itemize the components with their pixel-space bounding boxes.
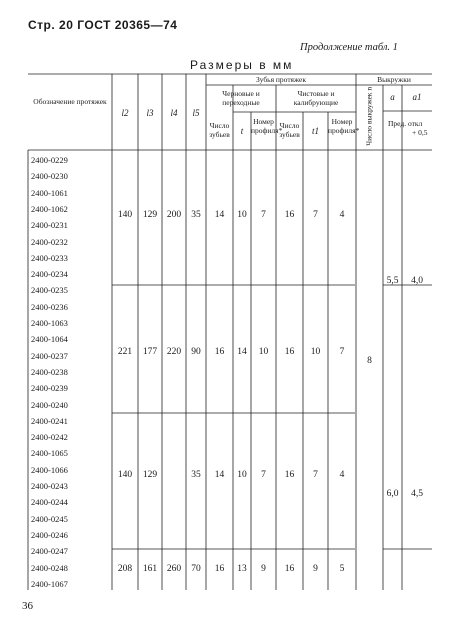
page-number: 36 (22, 600, 33, 612)
cell-l3: 129 (142, 470, 158, 480)
recesses-group-header: Выкружки (377, 75, 411, 84)
designation-row: 2400-1061 (31, 187, 68, 198)
designation-row: 2400-0234 (31, 269, 68, 280)
cell-l2: 221 (117, 347, 133, 357)
designation-row: 2400-1065 (31, 448, 68, 459)
designation-row: 2400-1064 (31, 334, 68, 345)
cell-l4: 200 (166, 210, 182, 220)
col-a-header: a (390, 92, 395, 102)
tolerance-value: + 0,5 (412, 128, 428, 137)
designation-row: 2400-0246 (31, 529, 68, 540)
cell-finish-profile: 5 (339, 564, 345, 574)
col-recess-count-header: Число выкружек n (364, 86, 374, 146)
col-l2-header: l2 (121, 108, 129, 118)
designation-row: 2400-0236 (31, 301, 68, 312)
rough-subheader: Черновые и переходные (222, 89, 260, 107)
recess-a-value-1: 5,5 (386, 276, 399, 286)
designation-row: 2400-0239 (31, 383, 68, 394)
cell-rough-t: 13 (237, 564, 247, 574)
col-a1-header: a1 (412, 92, 422, 102)
col-finish-count-header: Число зубьев (279, 121, 300, 139)
cell-l5: 35 (191, 210, 201, 220)
recess-a-value-2: 6,0 (386, 489, 399, 499)
col-l4-header: l4 (170, 108, 178, 118)
finish-subheader: Чистовые и калибрующие (293, 89, 339, 107)
cell-l2: 140 (117, 210, 133, 220)
cell-l2: 140 (117, 470, 133, 480)
col-finish-profile-header: Номер профиля* (328, 117, 360, 135)
designation-row: 2400-0247 (31, 546, 68, 557)
cell-l5: 70 (191, 564, 201, 574)
cell-finish-count: 16 (284, 564, 295, 574)
col-rough-t-header: t (240, 126, 244, 136)
col-l5-header: l5 (192, 108, 200, 118)
cell-rough-profile: 9 (261, 564, 266, 574)
col-designation-header: Обозначение протяжек (33, 97, 107, 106)
designation-row: 2400-1066 (31, 464, 68, 475)
designation-row: 2400-0230 (31, 171, 68, 182)
cell-rough-profile: 7 (261, 210, 266, 220)
recess-a1-value-1: 4,0 (411, 276, 423, 286)
recess-a1-value-2: 4,5 (411, 489, 423, 499)
cell-finish-t1: 7 (313, 470, 318, 480)
designation-row: 2400-0238 (31, 366, 68, 377)
designation-row: 2400-0245 (31, 513, 68, 524)
cell-rough-count: 14 (214, 470, 225, 480)
cell-finish-t1: 7 (313, 210, 318, 220)
designation-row: 2400-0244 (31, 497, 68, 508)
cell-rough-t: 14 (237, 347, 247, 357)
cell-rough-count: 14 (214, 210, 225, 220)
col-rough-count-header: Число зубьев (209, 121, 230, 139)
designation-row: 2400-0241 (31, 415, 68, 426)
designation-row: 2400-1063 (31, 318, 68, 328)
cell-rough-t: 10 (237, 210, 247, 220)
col-finish-t1-header: t1 (311, 126, 319, 136)
designation-row: 2400-0242 (31, 432, 68, 443)
cell-rough-count: 16 (214, 347, 225, 357)
designation-row: 2400-0229 (31, 155, 68, 165)
continuation-note: Продолжение табл. 1 (300, 42, 398, 53)
cell-finish-count: 16 (284, 210, 295, 220)
col-l3-header: l3 (146, 108, 154, 118)
cell-finish-count: 16 (284, 347, 295, 357)
cell-l2: 208 (117, 564, 133, 574)
cell-rough-profile: 10 (258, 347, 269, 357)
cell-finish-profile: 4 (339, 470, 345, 480)
cell-rough-profile: 7 (261, 470, 266, 480)
recess-count-value: 8 (367, 356, 372, 366)
designation-row: 2400-0233 (31, 252, 68, 263)
designation-row: 2400-0248 (31, 562, 68, 573)
col-rough-profile-header: Номер профиля* (251, 117, 283, 135)
tolerance-label: Пред. откл (388, 119, 423, 128)
cell-rough-t: 10 (237, 470, 247, 480)
designation-row: 2400-1062 (31, 203, 68, 214)
designation-row: 2400-1067 (31, 578, 68, 589)
cell-finish-profile: 7 (339, 347, 345, 357)
cell-l3: 177 (142, 347, 158, 357)
dimensions-title: Размеры в мм (190, 58, 294, 72)
cell-l5: 90 (191, 347, 201, 357)
designation-row: 2400-0235 (31, 285, 68, 296)
cell-l3: 129 (142, 210, 158, 220)
cell-finish-profile: 4 (339, 210, 345, 220)
cell-l3: 161 (142, 564, 158, 574)
cell-finish-t1: 9 (313, 564, 318, 574)
designation-row: 2400-0231 (31, 220, 68, 231)
cell-rough-count: 16 (214, 564, 225, 574)
designation-row: 2400-0232 (31, 236, 68, 247)
cell-l4: 220 (166, 347, 182, 357)
teeth-group-header: Зубья протяжек (255, 75, 307, 84)
cell-l4: 260 (166, 564, 182, 574)
designation-row: 2400-0237 (31, 350, 68, 361)
designation-row: 2400-0243 (31, 481, 68, 491)
page-header: Стр. 20 ГОСТ 20365—74 (28, 18, 178, 32)
designation-row: 2400-0240 (31, 399, 68, 410)
cell-l5: 35 (191, 470, 201, 480)
cell-finish-count: 16 (284, 470, 295, 480)
cell-finish-t1: 10 (310, 347, 321, 357)
